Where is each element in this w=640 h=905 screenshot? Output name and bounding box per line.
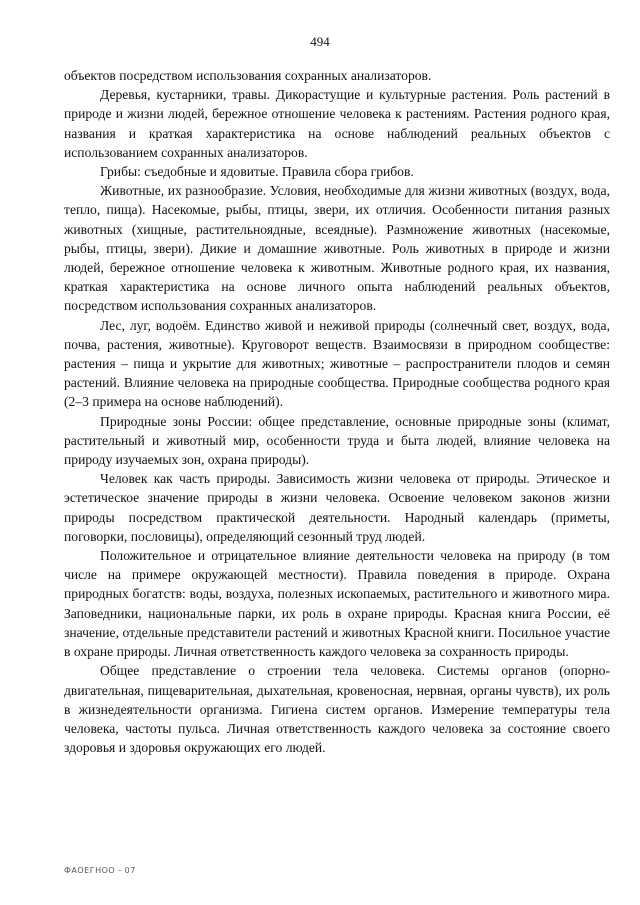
paragraph-ecosystems: Лес, луг, водоём. Единство живой и неживой природы (солнечный свет, воздух, вода, почва, растения, животные). Круговорот веществ. Взаимосвязи в природном сообществе: растения – пища и укрытие для животных; животные – распространители плодов и семян растений. Влияние человека на природные сообщества. Природные сообщества родного края (2–3 примера на основе наблюдений). [64,317,610,410]
paragraph-continuation: объектов посредством использования сохранных анализаторов. [64,68,432,83]
paragraph-human-nature: Человек как часть природы. Зависимость жизни человека от природы. Этическое и эстетическое значение природы в жизни человека. Освоение человеком законов жизни природы посредством практической деятельности. Народный календарь (приметы, поговорки, пословицы), определяющий сезонный труд людей. [64,471,610,544]
page-number: 494 [310,34,330,49]
document-body [64,66,610,757]
paragraph-mushrooms: Грибы: съедобные и ядовитые. Правила сбора грибов. [100,164,414,180]
footer-code: ФАОЕГНОО - 07 [64,866,136,875]
paragraph-human-body: Общее представление о строении тела человека. Системы органов (опорно-двигательная, пищеварительная, дыхательная, кровеносная, нервная, органы чувств), их роль в жизнедеятельности организма. Гигиена систем органов. Измерение температуры тела человека, частоты пульса. Личная ответственность каждого человека за состояние своего здоровья и здоровья окружающих его людей. [64,663,610,756]
paragraph-plants: Деревья, кустарники, травы. Дикорастущие и культурные растения. Роль растений в природе и жизни людей, бережное отношение человека к растениям. Растения родного края, названия и краткая характеристика на основе наблюдений реальных объектов с использованием сохранных анализаторов. [64,87,610,160]
paragraph-animals: Животные, их разнообразие. Условия, необходимые для жизни животных (воздух, вода, тепло, пища). Насекомые, рыбы, птицы, звери, их отличия. Особенности питания разных животных (хищные, растительноядные, всеядные). Размножение животных (насекомые, рыбы, птицы, звери). Дикие и домашние животные. Роль животных в природе и жизни людей, бережное отношение человека к животным. Животные родного края, их названия, краткая характеристика на основе личного опыта наблюдений реальных объектов, посредством использования сохранных анализаторов. [64,183,610,314]
paragraph-natural-zones: Природные зоны России: общее представление, основные природные зоны (климат, растительный и животный мир, особенности труда и быта людей, влияние человека на природу изучаемых зон, охрана природы). [64,413,610,468]
paragraph-human-impact: Положительное и отрицательное влияние деятельности человека на природу (в том числе на примере окружающей местности). Правила поведения в природе. Охрана природных богатств: воды, воздуха, полезных ископаемых, растительного и животного мира. Заповедники, национальные парки, их роль в охране природы. Красная книга России, её значение, отдельные представители растений и животных Красной книги. Посильное участие в охране природы. Личная ответственность каждого человека за сохранность природы. [64,548,610,660]
